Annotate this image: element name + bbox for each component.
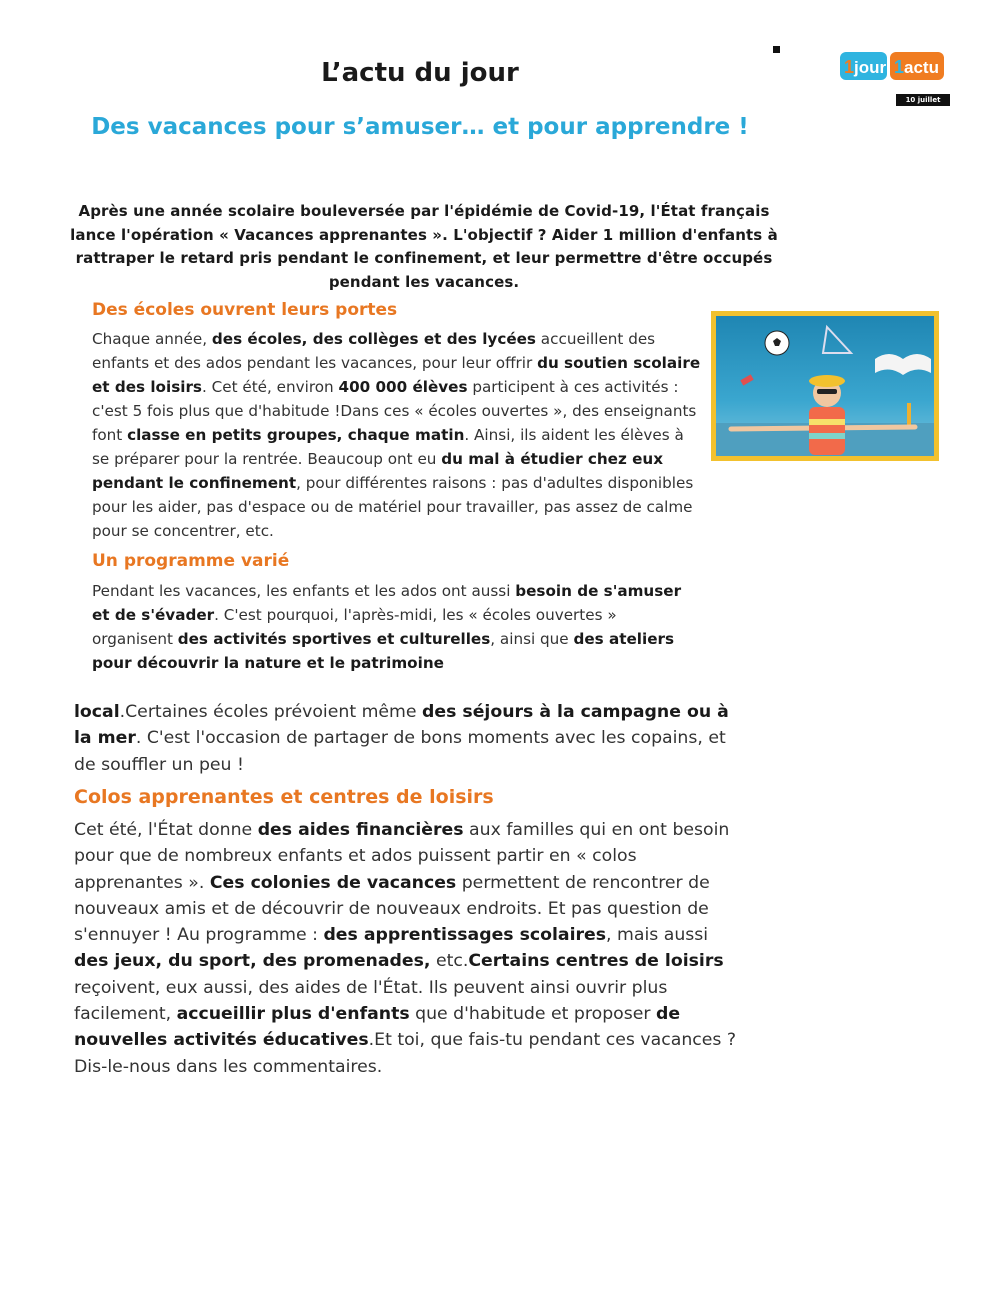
bold-run: des écoles, des collèges et des lycées	[211, 330, 536, 348]
shirt-stripe	[809, 419, 845, 425]
section-heading-programme: Un programme varié	[92, 551, 290, 571]
bold-run: accueillir plus d'enfants	[176, 1004, 410, 1025]
1jour1actu-logo[interactable]	[840, 52, 944, 80]
bold-run: de nouvelles activités éducatives	[74, 1004, 681, 1051]
bold-run: Ces colonies de vacances	[209, 872, 457, 893]
bold-run: du soutien scolaire et des loisirs	[92, 354, 701, 396]
section-paragraph-ecoles	[92, 327, 702, 543]
logo-digit-2: 1	[894, 57, 905, 77]
logo-digit-1: 1	[844, 57, 855, 77]
bold-run: 400 000 élèves	[338, 378, 468, 396]
date-badge: 10 juillet 2020	[896, 94, 950, 106]
bold-run: des ateliers pour découvrir la nature et le patrimoine	[92, 630, 675, 672]
text-run: aux familles qui en ont besoin pour que de nombreux enfants et ados puissent partir en « colos apprenantes ».	[74, 820, 730, 893]
text-run: .Et toi, que fais-tu pendant ces vacances ? Dis-le-nous dans les commentaires.	[74, 1030, 737, 1077]
section-paragraph-continuation	[74, 699, 744, 778]
bold-run: classe en petits groupes, chaque matin	[127, 426, 465, 444]
bold-run: des apprentissages scolaires	[323, 925, 607, 946]
text-run: permettent de rencontrer de nouveaux amis et de découvrir de nouveaux endroits. Et pas question de s'ennuyer ! Au programme :	[74, 872, 710, 946]
child-body	[809, 407, 845, 455]
section-heading-colos: Colos apprenantes et centres de loisirs	[74, 786, 494, 808]
text-run: Cet été, l'État donne	[74, 820, 258, 840]
logo-text-jour: jour	[854, 58, 887, 77]
text-run: , pour différentes raisons : pas d'adultes disponibles pour les aider, pas d'espace ou de matériel pour travailler, pas assez de calme pour se concentrer, etc.	[92, 474, 694, 540]
bold-run: du mal à étudier chez eux pendant le confinement	[92, 450, 664, 492]
bold-run: des jeux, du sport, des promenades,	[74, 951, 431, 972]
bold-run: besoin de s'amuser et de s'évader	[92, 582, 682, 624]
sun-hat	[809, 375, 845, 387]
text-run: . Ainsi, ils aident les élèves à se préparer pour la rentrée. Beaucoup ont eu	[92, 426, 684, 468]
section-paragraph-colos	[74, 817, 746, 1080]
bold-run: des activités sportives et culturelles	[177, 630, 491, 648]
bold-run: Certains centres de loisirs	[468, 951, 724, 972]
page-title: L’actu du jour	[321, 58, 519, 88]
text-run: Pendant les vacances, les enfants et les ados ont aussi	[92, 582, 516, 600]
text-run: accueillent des enfants et des ados pendant les vacances, pour leur offrir	[92, 330, 656, 372]
text-run: Chaque année,	[92, 330, 212, 348]
text-run: . C'est l'occasion de partager de bons moments avec les copains, et de souffler un peu !	[74, 728, 726, 775]
bold-run: local	[74, 702, 120, 722]
text-run: que d'habitude et proposer	[409, 1004, 656, 1025]
bold-run: des aides financières	[257, 820, 464, 840]
intro-paragraph: Après une année scolaire bouleversée par l'épidémie de Covid-19, l'État français lance l'opération « Vacances apprenantes ». L'objectif ? Aider 1 million d'enfants à rattraper le retard pris pendant le confinement, et leur permettre d'être occupés pendant les vacances.	[70, 202, 778, 291]
article-photo	[711, 311, 939, 461]
section-paragraph-programme	[92, 579, 702, 675]
text-run: .Certaines écoles prévoient même	[119, 702, 423, 722]
logo-text-actu: actu	[904, 58, 939, 77]
text-run: . Cet été, environ	[201, 378, 339, 396]
shirt-stripe	[809, 433, 845, 439]
text-run: participent à ces activités : c'est 5 fois plus que d'habitude !Dans ces « écoles ouvertes », des enseignants font	[92, 378, 697, 444]
text-run: , ainsi que	[490, 630, 574, 648]
text-run: . C'est pourquoi, l'après-midi, les « écoles ouvertes » organisent	[92, 606, 617, 648]
sunglasses	[817, 389, 837, 394]
text-run: etc.	[430, 951, 469, 972]
text-run: , mais aussi	[606, 925, 709, 946]
decorative-dot	[773, 46, 780, 53]
article-subtitle: Des vacances pour s’amuser… et pour apprendre !	[91, 114, 749, 140]
text-run: reçoivent, eux aussi, des aides de l'État. Ils peuvent ainsi ouvrir plus facilement,	[74, 977, 668, 1025]
section-heading-ecoles: Des écoles ouvrent leurs portes	[92, 300, 398, 320]
pencil-icon	[907, 403, 911, 425]
bold-run: des séjours à la campagne ou à la mer	[74, 702, 729, 749]
